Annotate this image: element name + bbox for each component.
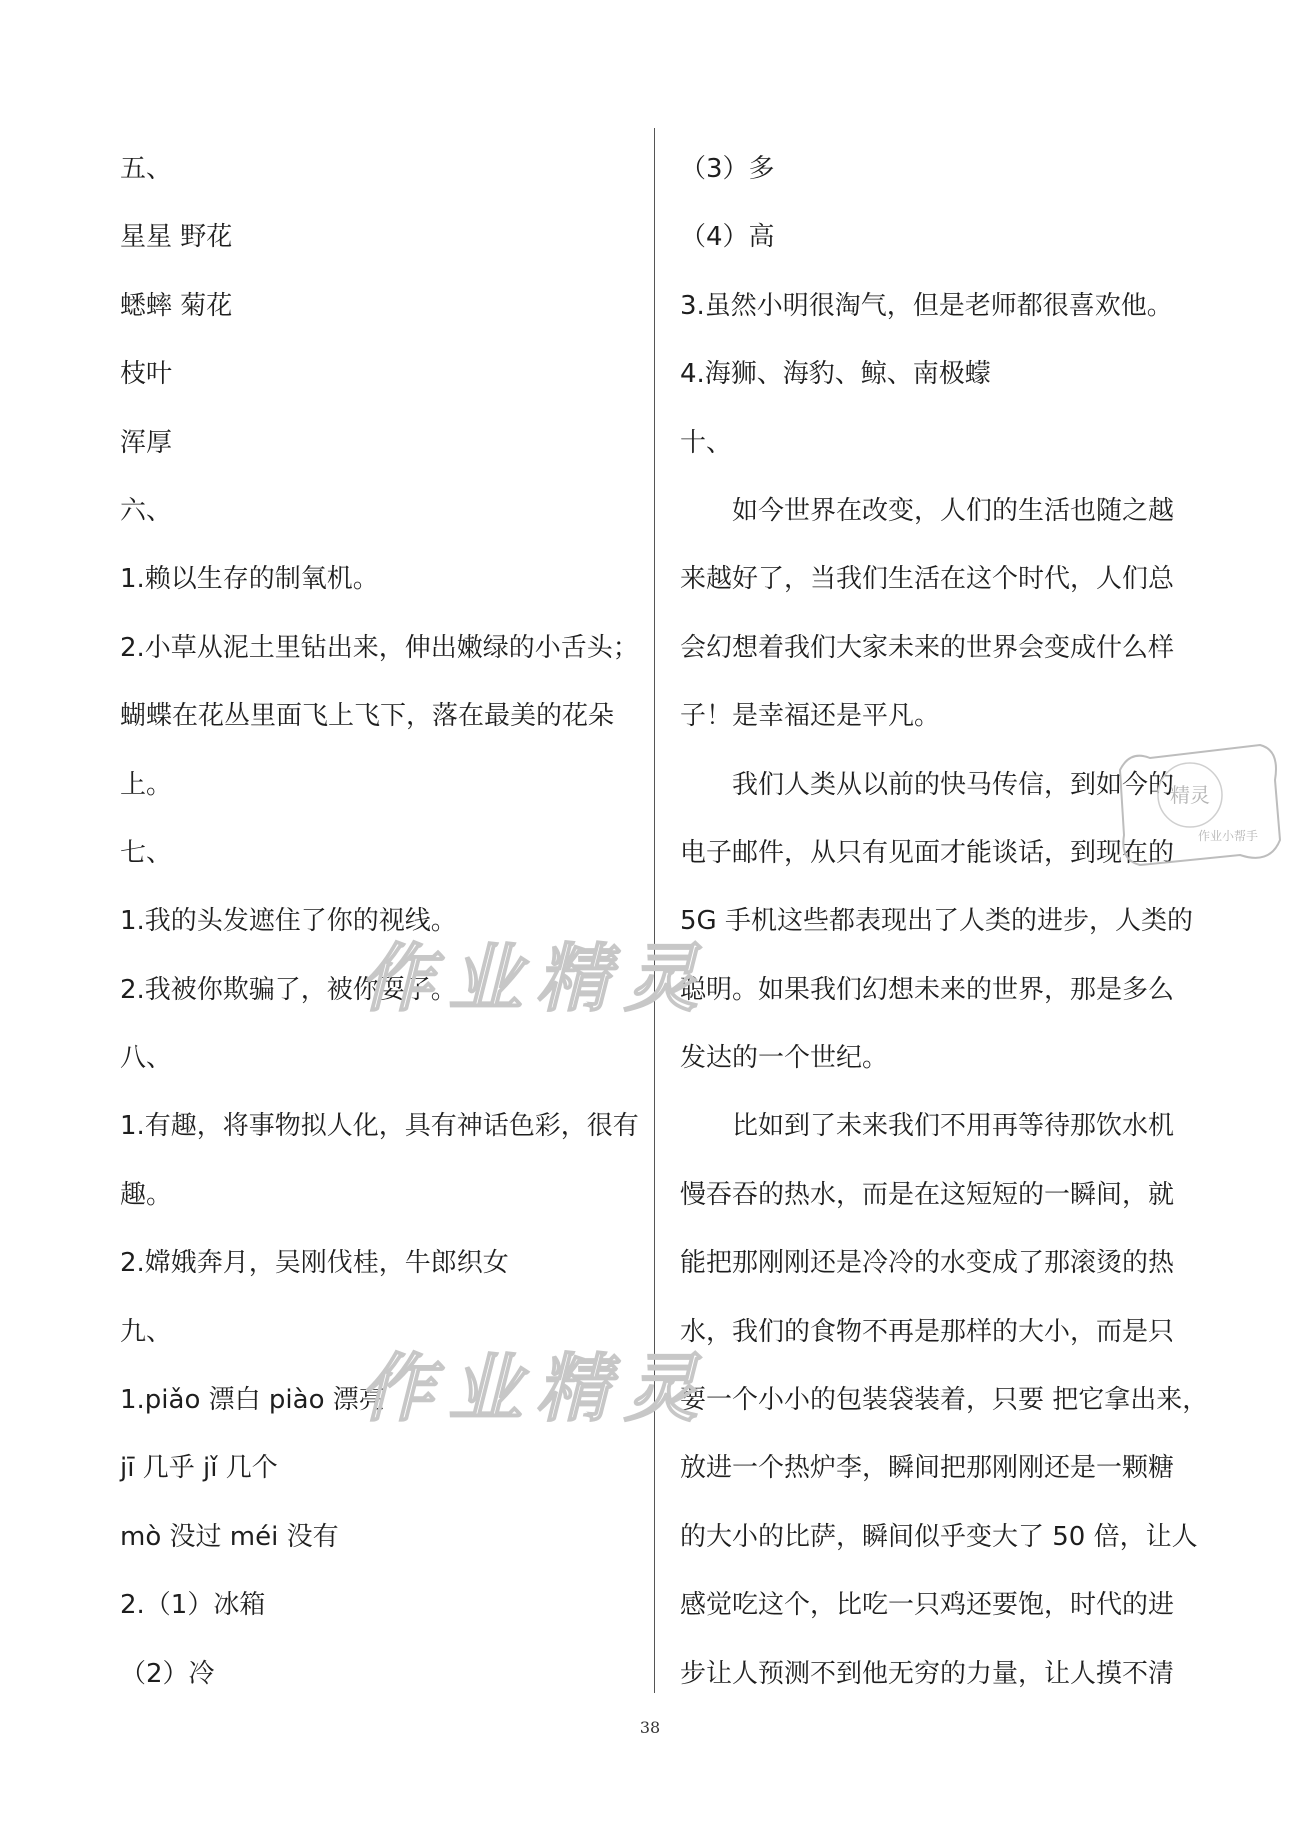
right-text-line: 水，我们的食物不再是那样的大小，而是只 bbox=[680, 1316, 1175, 1347]
left-text-line: 2.小草从泥土里钻出来，伸出嫩绿的小舌头； bbox=[120, 632, 639, 663]
left-text-line: 五、 bbox=[120, 154, 173, 184]
right-text-line: 慢吞吞的热水，而是在这短短的一瞬间，就 bbox=[680, 1179, 1175, 1210]
stamp-main-text: 精灵 bbox=[1170, 783, 1210, 807]
right-text-line: 比如到了未来我们不用再等待那饮水机 bbox=[732, 1111, 1175, 1142]
left-text-line: 1.有趣，将事物拟人化，具有神话色彩，很有 bbox=[120, 1111, 639, 1142]
right-text-line: 步让人预测不到他无穷的力量，让人摸不清 bbox=[680, 1658, 1175, 1689]
left-text-line: （2）冷 bbox=[120, 1658, 215, 1689]
column-divider bbox=[654, 128, 655, 1693]
right-text-line: （4）高 bbox=[680, 222, 775, 253]
right-text-line: 聪明。如果我们幻想未来的世界，那是多么 bbox=[680, 974, 1175, 1005]
right-text-line: （3）多 bbox=[680, 154, 775, 184]
left-text-line: 星星 野花 bbox=[120, 222, 233, 253]
right-text-line: 放进一个热炉李，瞬间把那刚刚还是一颗糖 bbox=[680, 1453, 1175, 1484]
stamp-sub-text: 作业小帮手 bbox=[1198, 829, 1259, 843]
left-text-line: 2.嫦娥奔月，吴刚伐桂，牛郎织女 bbox=[120, 1248, 509, 1279]
left-text-line: 1.piǎo 漂白 piào 漂亮 bbox=[120, 1385, 385, 1416]
right-text-line: 要一个小小的包装袋装着，只要 把它拿出来， bbox=[680, 1385, 1209, 1416]
watermark-text: 作业精灵 bbox=[360, 936, 712, 1022]
left-text-line: 七、 bbox=[120, 837, 173, 868]
left-text-line: mò 没过 méi 没有 bbox=[120, 1521, 339, 1552]
left-text-line: 1.我的头发遮住了你的视线。 bbox=[120, 906, 457, 937]
right-text-line: 会幻想着我们大家未来的世界会变成什么样 bbox=[680, 632, 1175, 663]
right-text-line: 3.虽然小明很淘气，但是老师都很喜欢他。 bbox=[680, 290, 1173, 321]
left-text-line: 浑厚 bbox=[120, 427, 173, 458]
left-text-line: 2.我被你欺骗了，被你耍了。 bbox=[120, 974, 457, 1005]
right-text-line: 5G 手机这些都表现出了人类的进步，人类的 bbox=[680, 906, 1193, 937]
left-text-line: 八、 bbox=[120, 1043, 173, 1074]
watermark-text: 作业精灵 bbox=[360, 1346, 712, 1432]
left-text-line: 九、 bbox=[120, 1316, 173, 1347]
right-text-line: 感觉吃这个，比吃一只鸡还要饱，时代的进 bbox=[680, 1590, 1175, 1621]
left-text-line: 六、 bbox=[120, 495, 173, 526]
right-text-line: 如今世界在改变，人们的生活也随之越 bbox=[732, 495, 1175, 526]
left-text-line: 1.赖以生存的制氧机。 bbox=[120, 564, 379, 595]
right-text-line: 能把那刚刚还是冷冷的水变成了那滚烫的热 bbox=[680, 1248, 1175, 1279]
page-number: 38 bbox=[639, 1718, 661, 1737]
left-text-line: jī 几乎 jǐ 几个 bbox=[120, 1453, 278, 1484]
right-text-line: 电子邮件，从只有见面才能谈话，到现在的 bbox=[680, 837, 1175, 868]
left-column bbox=[120, 135, 640, 1708]
right-text-line: 4.海狮、海豹、鲸、南极蠓 bbox=[680, 359, 991, 390]
watermark-stamp-icon bbox=[1110, 740, 1290, 870]
left-text-line: 蝴蝶在花丛里面飞上飞下，落在最美的花朵 bbox=[120, 701, 615, 732]
left-text-line: 趣。 bbox=[120, 1179, 173, 1210]
right-text-line: 发达的一个世纪。 bbox=[680, 1043, 889, 1074]
left-text-line: 2.（1）冰箱 bbox=[120, 1590, 266, 1621]
right-text-line: 十、 bbox=[680, 427, 733, 458]
right-text-line: 子！是幸福还是平凡。 bbox=[680, 701, 941, 732]
right-column bbox=[680, 135, 1220, 1708]
right-text-line: 的大小的比萨，瞬间似乎变大了 50 倍，让人 bbox=[680, 1521, 1198, 1552]
right-text-line: 我们人类从以前的快马传信，到如今的 bbox=[732, 769, 1175, 800]
right-text-line: 来越好了，当我们生活在这个时代，人们总 bbox=[680, 564, 1175, 595]
left-text-line: 蟋蟀 菊花 bbox=[120, 290, 233, 321]
left-text-line: 上。 bbox=[120, 769, 173, 800]
left-text-line: 枝叶 bbox=[120, 359, 173, 390]
